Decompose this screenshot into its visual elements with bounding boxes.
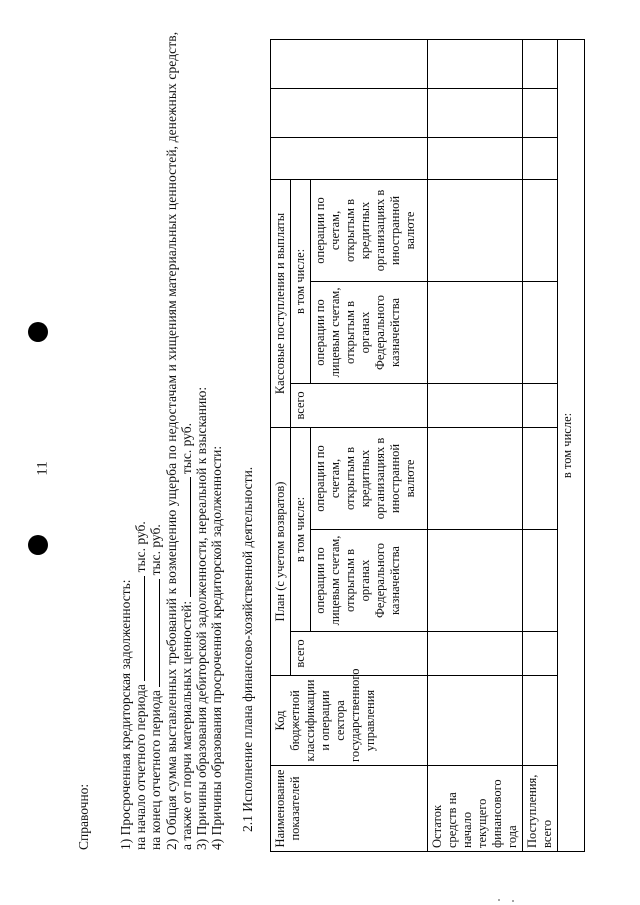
row-label-including: в том числе:	[558, 39, 585, 851]
reference-line-7: 4) Причины образования просроченной кредиторской задолженности:	[209, 445, 224, 850]
table-cell	[523, 530, 558, 632]
rotated-page-content	[4, 0, 634, 880]
col-header-plan-total: всего	[291, 632, 428, 676]
reference-line-4: 2) Общая сумма выставленных требований к возмещению ущерба по недостачам и хищениям материальных ценностей, денежных средств,	[164, 31, 179, 850]
blank-header-cell	[271, 88, 428, 137]
section-title: 2.1 Исполнение плана финансово-хозяйственной деятельности.	[240, 466, 255, 832]
page-number: 11	[34, 461, 51, 476]
reference-line-1: 1) Просроченная кредиторская задолженность:	[118, 579, 133, 850]
period-start-unit: тыс. руб.	[133, 521, 148, 573]
reference-line-2	[133, 521, 149, 850]
col-header-cash-foreign: операции по счетам, открытым в кредитных организациях в иностранной валюте	[311, 179, 428, 281]
plan-execution-table	[270, 39, 585, 852]
table-cell	[428, 281, 523, 383]
table-cell	[428, 39, 523, 88]
table-cell	[523, 383, 558, 427]
col-header-cash-total: всего	[291, 383, 428, 427]
row-label-opening-balance: Остаток средств на начало текущего финансового года	[428, 766, 523, 852]
col-header-cash: Кассовые поступления и выплаты	[271, 179, 291, 427]
col-header-name: Наименование показателей	[271, 766, 428, 852]
col-header-plan-foreign: операции по счетам, открытым в кредитных организациях в иностранной валюте	[311, 427, 428, 529]
table-cell	[428, 179, 523, 281]
table-cell	[428, 88, 523, 137]
damage-blank	[179, 478, 191, 598]
reference-line-5	[179, 423, 195, 850]
reference-line-3	[148, 524, 164, 850]
table-cell	[428, 676, 523, 766]
reference-line-6: 3) Причины образования дебиторской задолженности, нереальной к взысканию:	[194, 386, 209, 850]
reference-heading: Справочно:	[76, 783, 91, 850]
period-start-label: на начало отчетного периода	[133, 684, 148, 850]
table-cell	[523, 427, 558, 529]
table-cell	[523, 88, 558, 137]
col-header-cash-including: в том числе:	[291, 179, 311, 383]
scan-speck	[512, 900, 514, 902]
col-header-plan-treasury: операции по лицевым счетам, открытым в органах Федерального казначейства	[311, 530, 428, 632]
table-cell	[428, 530, 523, 632]
period-end-unit: тыс. руб.	[148, 524, 163, 576]
table-cell	[428, 632, 523, 676]
table-cell	[523, 39, 558, 88]
table-cell	[523, 676, 558, 766]
period-end-blank	[148, 579, 160, 687]
table-cell	[523, 179, 558, 281]
damage-unit: тыс. руб.	[179, 423, 194, 475]
table-cell	[428, 383, 523, 427]
table-cell	[523, 632, 558, 676]
col-header-plan: План (с учетом возвратов)	[271, 427, 291, 675]
col-header-code: Код бюджетной классификации и операции сектора государственного управления	[271, 676, 428, 766]
col-header-plan-including: в том числе:	[291, 427, 311, 631]
period-start-blank	[133, 576, 145, 681]
row-label-receipts-total: Поступления, всего	[523, 766, 558, 852]
blank-header-cell	[271, 137, 428, 179]
period-end-label: на конец отчетного периода	[148, 690, 163, 850]
table-cell	[523, 137, 558, 179]
table-cell	[428, 427, 523, 529]
damage-label: а также от порчи материальных ценностей:	[179, 600, 194, 850]
col-header-cash-treasury: операции по лицевым счетам, открытым в органах Федерального казначейства	[311, 281, 428, 383]
table-cell	[428, 137, 523, 179]
scan-speck	[498, 899, 500, 901]
table-cell	[523, 281, 558, 383]
blank-header-cell	[271, 39, 428, 88]
